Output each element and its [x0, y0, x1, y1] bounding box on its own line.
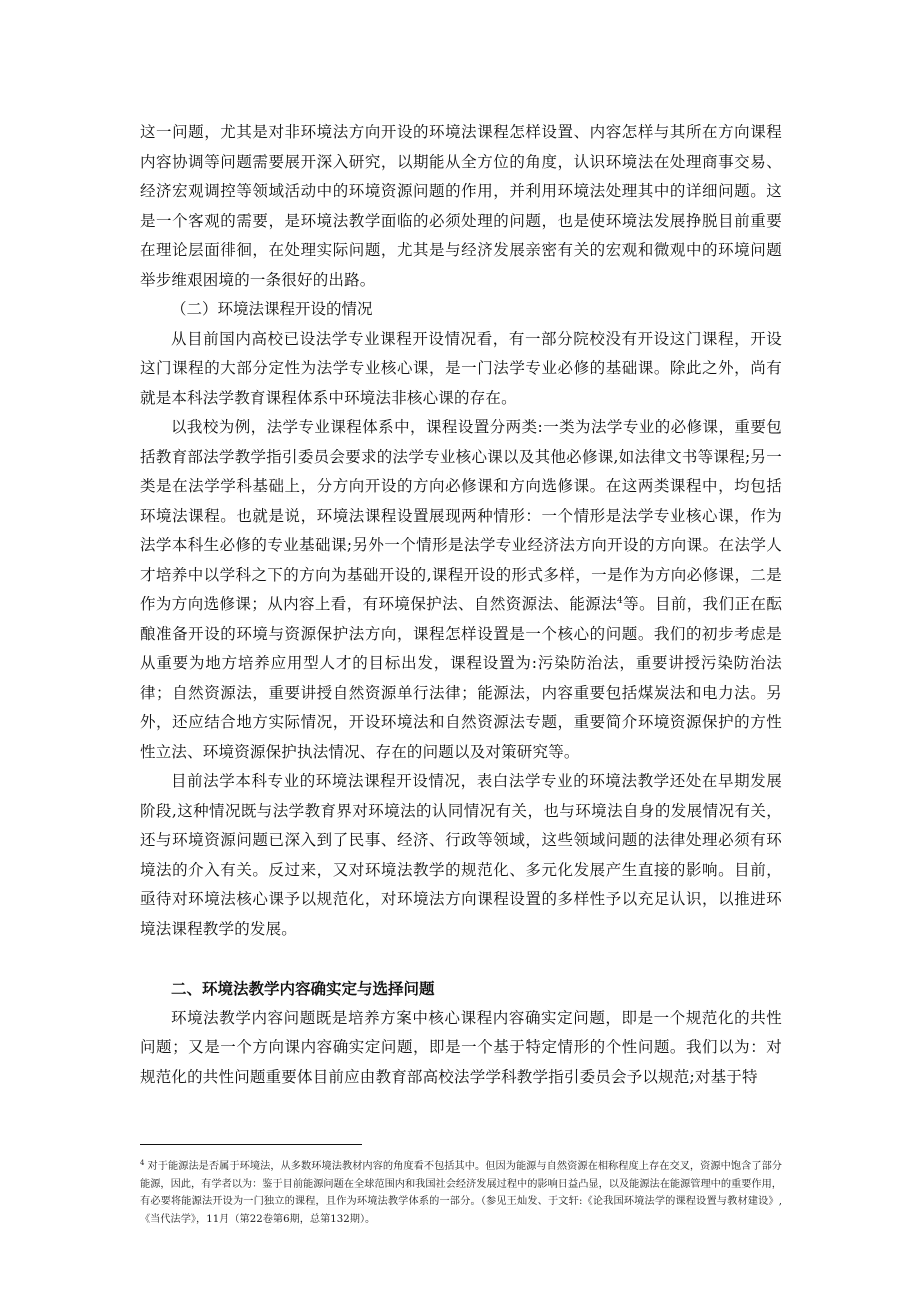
- footnote-text: 对于能源法是否属于环境法，从多数环境法教材内容的角度看不包括其中。但因为能源与自然资源在相称程度上存在交叉，资源中饱含了部分能源，因此，有学者以为：鉴于目前能源问题在全球范围内和我国社会经济发展过程中的影响日益凸显，以及能源法在能源管理中的重要作用，有必要将能源法开设为一门独立的课程，且作为环境法教学体系的一部分。（参见王灿发、于文轩:《论我国环境法学的课程设置与教材建设》,《当代法学》，11月（第22卷第6期，总第132期）。: [140, 1161, 782, 1225]
- section-heading-teaching-content: 二、环境法教学内容确实定与选择问题: [171, 979, 435, 998]
- paragraph-3: [140, 413, 782, 767]
- footnote: [140, 1158, 782, 1228]
- footnote-marker: 4: [140, 1158, 145, 1167]
- paragraph-4: 目前法学本科专业的环境法课程开设情况，表白法学专业的环境法教学还处在早期发展阶段,这种情况既与法学教育界对环境法的认同情况有关，也与环境法自身的发展情况有关，还与环境资源问题已深入到了民事、经济、行政等领域，这些领域问题的法律处理必须有环境法的介入有关。反过来，又对环境法教学的规范化、多元化发展产生直接的影响。目前，亟待对环境法核心课予以规范化，对环境法方向课程设置的多样性予以充足认识，以推进环境法课程教学的发展。: [140, 772, 782, 938]
- body-text: [140, 118, 782, 1092]
- paragraph-3-part-a: 以我校为例，法学专业课程体系中，课程设置分两类:一类为法学专业的必修课，重要包括教育部法学教学指引委员会要求的法学专业核心课以及其他必修课,如法律文书等课程;另一类是在法学学科基础上，分方向开设的方向必修课和方向选修课。在这两类课程中，均包括环境法课程。也就是说，环境法课程设置展现两种情形：一个情形是法学专业核心课，作为法学本科生必修的专业基础课;另外一个情形是法学专业经济法方向开设的方向课。在法学人才培养中以学科之下的方向为基础开设的,课程开设的形式多样，一是作为方向必修课，二是作为方向选修课；从内容上看，有环境保护法、自然资源法、能源法: [140, 418, 782, 613]
- section-heading-course-offering: （二）环境法课程开设的情况: [171, 300, 373, 318]
- paragraph-3-part-b: 等。目前，我们正在酝酿准备开设的环境与资源保护法方向，课程怎样设置是一个核心的问题。我们的初步考虑是从重要为地方培养应用型人才的目标出发，课程设置为:污染防治法，重要讲授污染防治法律；自然资源法，重要讲授自然资源单行法律；能源法，内容重要包括煤炭法和电力法。另外，还应结合地方实际情况，开设环境法和自然资源法专题，重要简介环境资源保护的方性性立法、环境资源保护执法情况、存在的问题以及对策研究等。: [140, 595, 782, 761]
- paragraph-1: 这一问题，尤其是对非环境法方向开设的环境法课程怎样设置、内容怎样与其所在方向课程内容协调等问题需要展开深入研究，以期能从全方位的角度，认识环境法在处理商事交易、经济宏观调控等领域活动中的环境资源问题的作用，并利用环境法处理其中的详细问题。这是一个客观的需要，是环境法教学面临的必须处理的问题，也是使环境法发展挣脱目前重要在理论层面徘徊，在处理实际问题，尤其是与经济发展亲密有关的宏观和微观中的环境问题举步维艰困境的一条很好的出路。: [140, 123, 782, 289]
- paragraph-5: 环境法教学内容问题既是培养方案中核心课程内容确实定问题，即是一个规范化的共性问题；又是一个方向课内容确实定问题，即是一个基于特定情形的个性问题。我们以为：对规范化的共性问题重要体目前应由教育部高校法学学科教学指引委员会予以规范;对基于特: [140, 1008, 782, 1086]
- footnote-reference[interactable]: 4: [617, 595, 623, 606]
- paragraph-2: 从目前国内高校已设法学专业课程开设情况看，有一部分院校没有开设这门课程，开设这门课程的大部分定性为法学专业核心课，是一门法学专业必修的基础课。除此之外，尚有就是本科法学教育课程体系中环境法非核心课的存在。: [140, 329, 782, 407]
- footnote-separator: [140, 1144, 362, 1145]
